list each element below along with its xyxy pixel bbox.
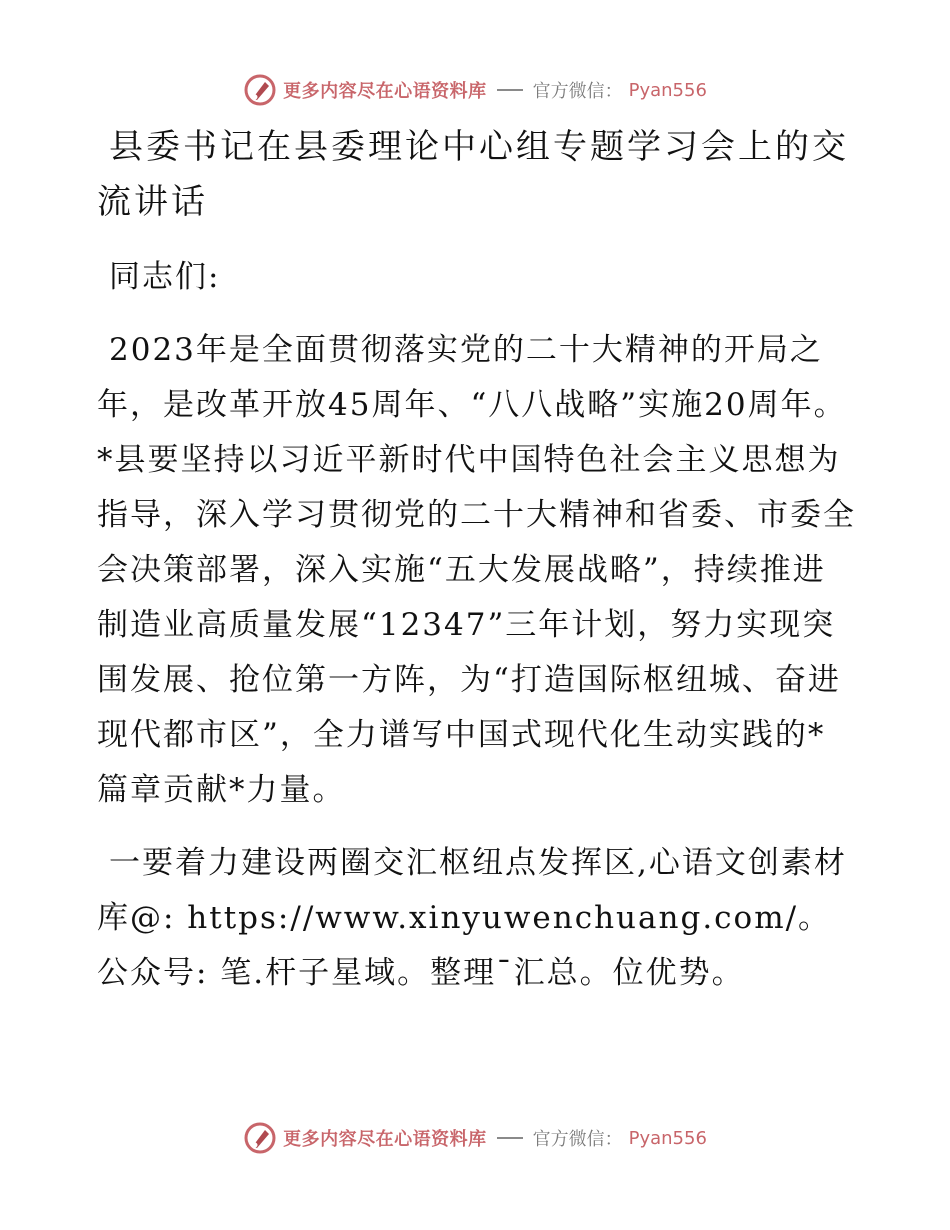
footer-divider xyxy=(497,1137,523,1139)
footer-banner xyxy=(0,1118,950,1158)
pen-nib-logo-icon xyxy=(243,73,277,107)
footer-wechat-id: Pyan556 xyxy=(628,1127,707,1149)
paragraph-2: 一要着力建设两圈交汇枢纽点发挥区,心语文创素材库@: https://www.xinyuwenchuang.com/。公众号: 笔.杆子星域。整理¯汇总。位优势。 xyxy=(97,845,847,991)
salutation: 同志们: xyxy=(109,259,221,295)
header-wechat-id: Pyan556 xyxy=(628,79,707,101)
pen-nib-logo-icon xyxy=(243,1121,277,1155)
footer-suffix-text: 官方微信： xyxy=(532,1129,623,1150)
document-body xyxy=(97,120,857,1019)
footer-brand-text: 更多内容尽在心语资料库 xyxy=(283,1129,487,1150)
paragraph-1: 2023年是全面贯彻落实党的二十大精神的开局之年，是改革开放45周年、“八八战略”实施20周年。*县要坚持以习近平新时代中国特色社会主义思想为指导，深入学习贯彻党的二十大精神和省委、市委全会决策部署，深入实施“五大发展战略”，持续推进制造业高质量发展“12347”三年计划，努力实现突围发展、抢位第一方阵，为“打造国际枢纽城、奋进现代都市区”，全力谱写中国式现代化生动实践的*篇章贡献*力量。 xyxy=(97,332,856,808)
document-title: 县委书记在县委理论中心组专题学习会上的交流讲话 xyxy=(97,127,849,222)
header-banner xyxy=(0,70,950,110)
header-brand-text: 更多内容尽在心语资料库 xyxy=(283,81,487,102)
header-divider xyxy=(497,89,523,91)
header-suffix-text: 官方微信： xyxy=(532,81,623,102)
